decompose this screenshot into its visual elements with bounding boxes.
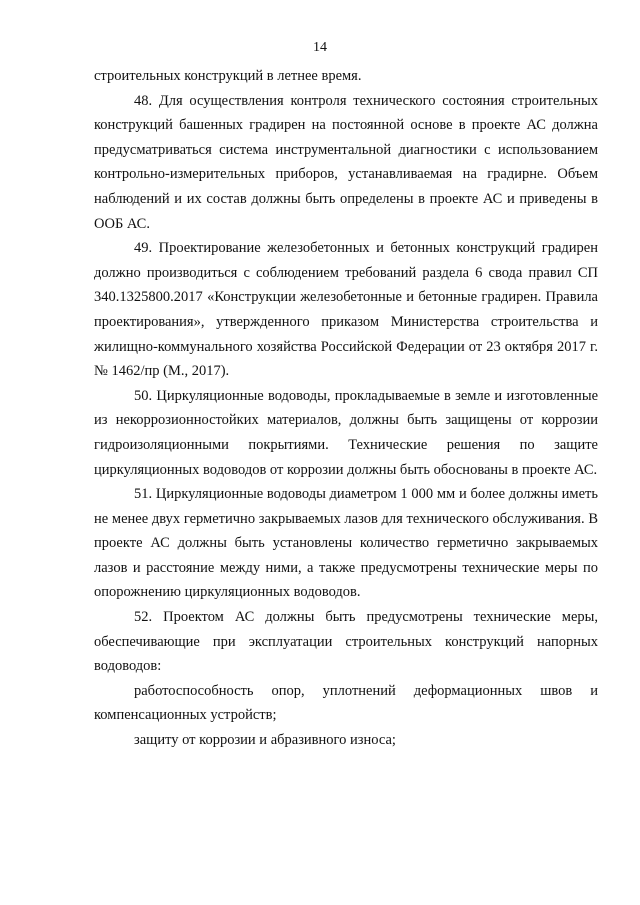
paragraph-48: 48. Для осуществления контроля технического состояния строительных конструкций башенных градирен на постоянной основе в проекте АС должна предусматриваться система инструментальной диагностики с использованием контрольно-измерительных приборов, устанавливаемая на градирне. Объем наблюдений и их состав должны быть определены в проекте АС и приведены в ООБ АС. [94, 92, 598, 232]
paragraph-49: 49. Проектирование железобетонных и бетонных конструкций градирен должно производиться с соблюдением требований раздела 6 свода правил СП 340.1325800.2017 «Конструкции железобетонные и бетонные градирен. Правила проектирования», утвержденного приказом Министерства строительства и жилищно-коммунального хозяйства Российской Федерации от 23 октября 2017 г. № 1462/пр (М., 2017). [94, 240, 598, 380]
paragraph-continuation: строительных конструкций в летнее время. [94, 68, 362, 84]
list-item-corrosion: защиту от коррозии и абразивного износа; [134, 732, 396, 749]
paragraph-51: 51. Циркуляционные водоводы диаметром 1 000 мм и более должны иметь не менее двух герметично закрываемых лазов для технического обслуживания. В проекте АС должны быть установлены количество герметично закрываемых лазов и расстояние между ними, а также предусмотрены технические меры по опорожнению циркуляционных водоводов. [94, 486, 598, 601]
paragraph-52: 52. Проектом АС должны быть предусмотрены технические меры, обеспечивающие при эксплуатации строительных конструкций напорных водоводов: [94, 609, 598, 675]
paragraph-50: 50. Циркуляционные водоводы, прокладываемые в земле и изготовленные из некоррозионностойких материалов, должны быть защищены от коррозии гидроизоляционными покрытиями. Технические решения по защите циркуляционных водоводов от коррозии должны быть обоснованы в проекте АС. [94, 387, 598, 478]
page-number: 14 [313, 40, 327, 55]
list-item-supports: работоспособность опор, уплотнений деформационных швов и компенсационных устройств; [94, 682, 598, 724]
document-body [94, 64, 598, 753]
